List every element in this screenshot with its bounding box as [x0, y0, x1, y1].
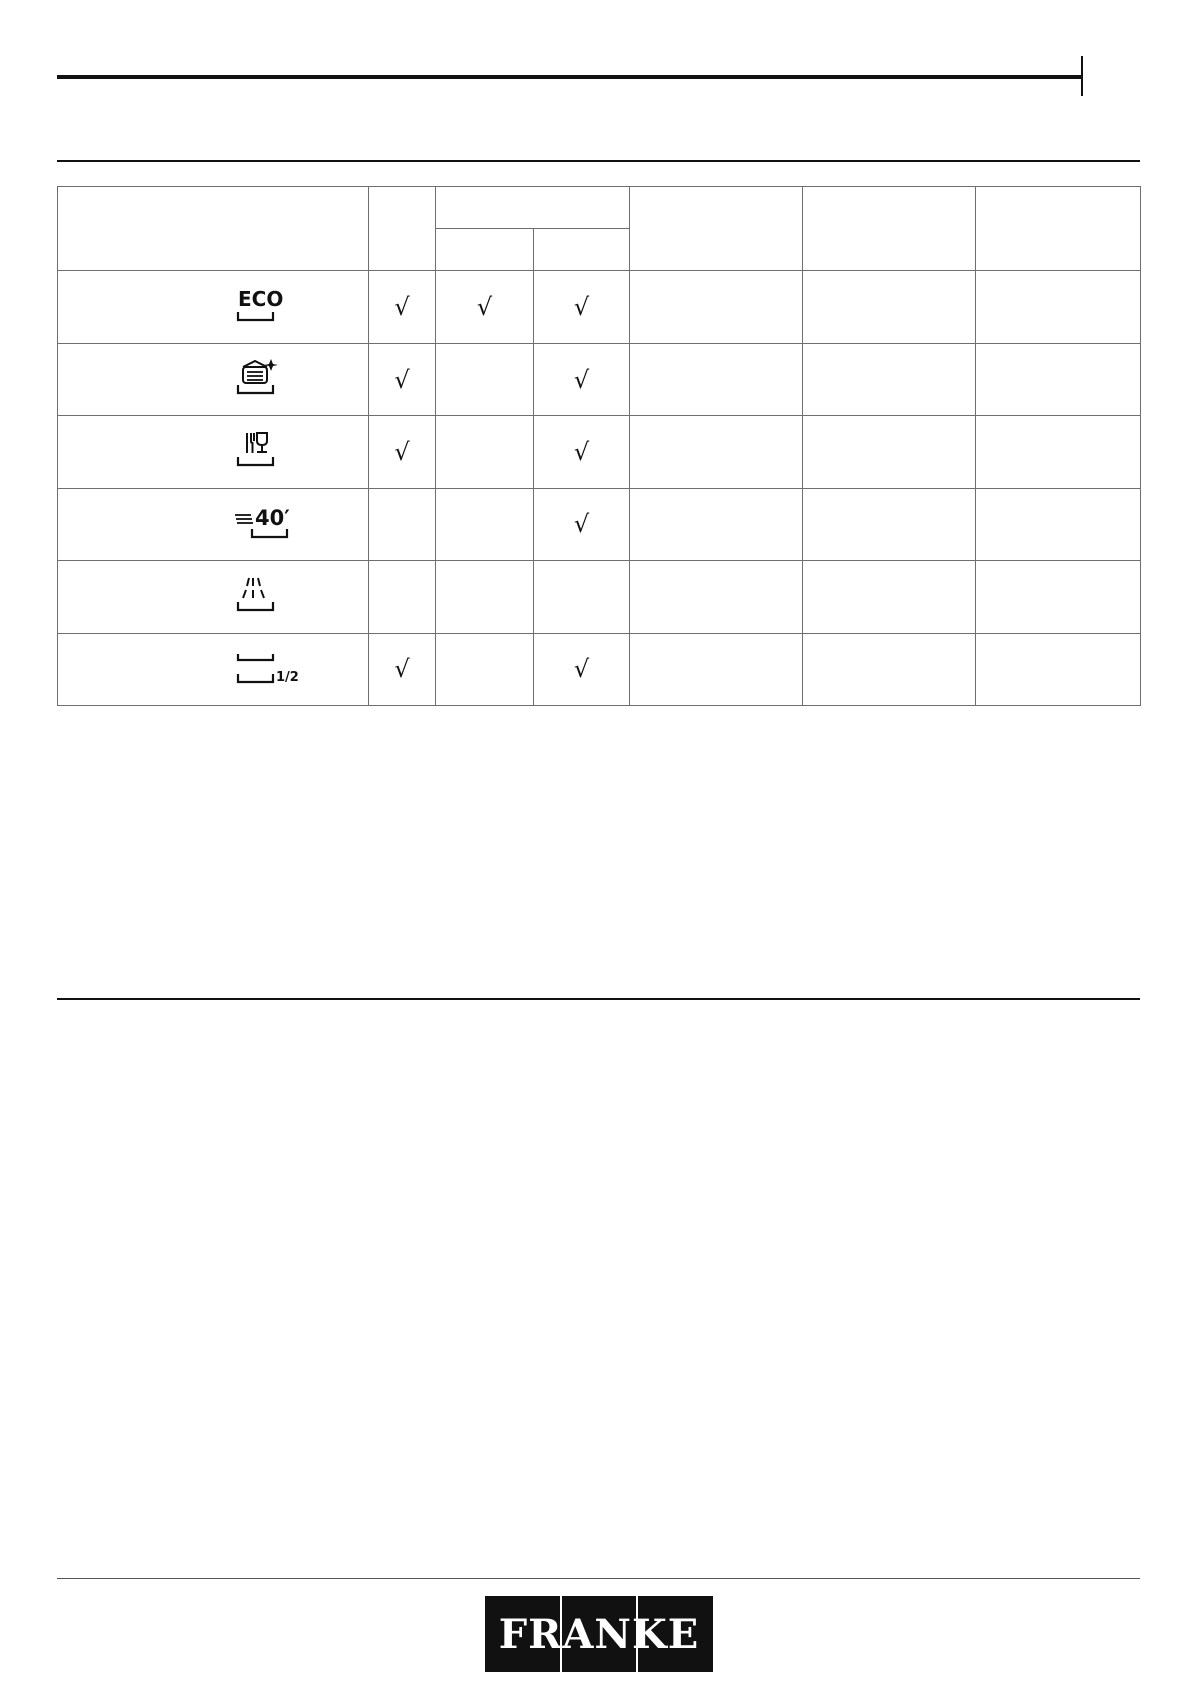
check-mark: √: [476, 293, 493, 322]
brand-text: FRANKE: [498, 1611, 700, 1658]
half-load-program-icon: [235, 644, 335, 694]
program-options-table: [57, 186, 1141, 706]
empty-cell: [803, 633, 976, 706]
program-cell: [58, 343, 369, 415]
option-cell: [369, 633, 436, 706]
empty-cell: [630, 416, 803, 488]
check-mark: √: [394, 437, 410, 466]
option-cell: [534, 488, 630, 560]
check-mark: √: [394, 293, 410, 322]
quick-40-icon-text: 40′: [255, 506, 290, 531]
option-cell: [369, 488, 436, 560]
table-row: [58, 343, 1141, 415]
franke-logo: [485, 1596, 713, 1672]
table-row: [58, 271, 1141, 343]
check-mark: √: [573, 293, 590, 322]
empty-cell: [630, 488, 803, 560]
option-cell: [369, 561, 436, 633]
option-cell: [369, 343, 436, 415]
header-col-group-sub2: [534, 229, 630, 271]
top-rule-end-tick: [1081, 56, 1083, 96]
table-row: [58, 416, 1141, 488]
header-col-d: [630, 187, 803, 271]
empty-cell: [803, 416, 976, 488]
check-mark: √: [573, 510, 590, 539]
check-mark: √: [394, 655, 410, 684]
table-row: [58, 561, 1141, 633]
header-col-group-sub1: [436, 229, 534, 271]
empty-cell: [630, 633, 803, 706]
program-cell: [58, 561, 369, 633]
header-col-a: [369, 187, 436, 271]
empty-cell: [976, 561, 1141, 633]
empty-cell: [976, 416, 1141, 488]
table-header-row: [58, 187, 1141, 229]
option-cell: [369, 271, 436, 343]
table-row: [58, 488, 1141, 560]
eco-program-icon: [235, 282, 335, 332]
empty-cell: [976, 488, 1141, 560]
quick-40-program-icon: [235, 499, 335, 549]
option-cell: [369, 416, 436, 488]
option-cell: [534, 416, 630, 488]
program-cell: [58, 416, 369, 488]
empty-cell: [803, 343, 976, 415]
program-cell: [58, 633, 369, 706]
option-cell: [436, 343, 534, 415]
program-cell: [58, 488, 369, 560]
option-cell: [534, 271, 630, 343]
eco-icon-text: ECO: [238, 287, 284, 312]
option-cell: [534, 343, 630, 415]
rinse-spray-program-icon: [235, 572, 335, 622]
option-cell: [436, 633, 534, 706]
empty-cell: [803, 488, 976, 560]
footer-rule: [57, 1578, 1140, 1579]
empty-cell: [803, 271, 976, 343]
intensive-pot-program-icon: [235, 355, 335, 405]
section-divider-top: [57, 160, 1140, 162]
program-cell: [58, 271, 369, 343]
empty-cell: [976, 271, 1141, 343]
check-mark: √: [573, 365, 590, 394]
check-mark: √: [573, 655, 590, 684]
top-rule: [57, 75, 1082, 79]
header-col-group: [436, 187, 630, 229]
empty-cell: [976, 633, 1141, 706]
table-row: [58, 633, 1141, 706]
check-mark: √: [394, 365, 410, 394]
option-cell: [436, 488, 534, 560]
cutlery-glass-program-icon: [235, 427, 335, 477]
check-mark: √: [573, 437, 590, 466]
option-cell: [534, 561, 630, 633]
option-cell: [436, 416, 534, 488]
header-program: [58, 187, 369, 271]
section-divider-bottom: [57, 998, 1140, 1000]
header-col-e: [803, 187, 976, 271]
header-col-f: [976, 187, 1141, 271]
empty-cell: [630, 343, 803, 415]
option-cell: [436, 271, 534, 343]
empty-cell: [803, 561, 976, 633]
empty-cell: [630, 271, 803, 343]
option-cell: [534, 633, 630, 706]
empty-cell: [630, 561, 803, 633]
empty-cell: [976, 343, 1141, 415]
half-load-icon-text: 1/2: [276, 670, 299, 686]
option-cell: [436, 561, 534, 633]
